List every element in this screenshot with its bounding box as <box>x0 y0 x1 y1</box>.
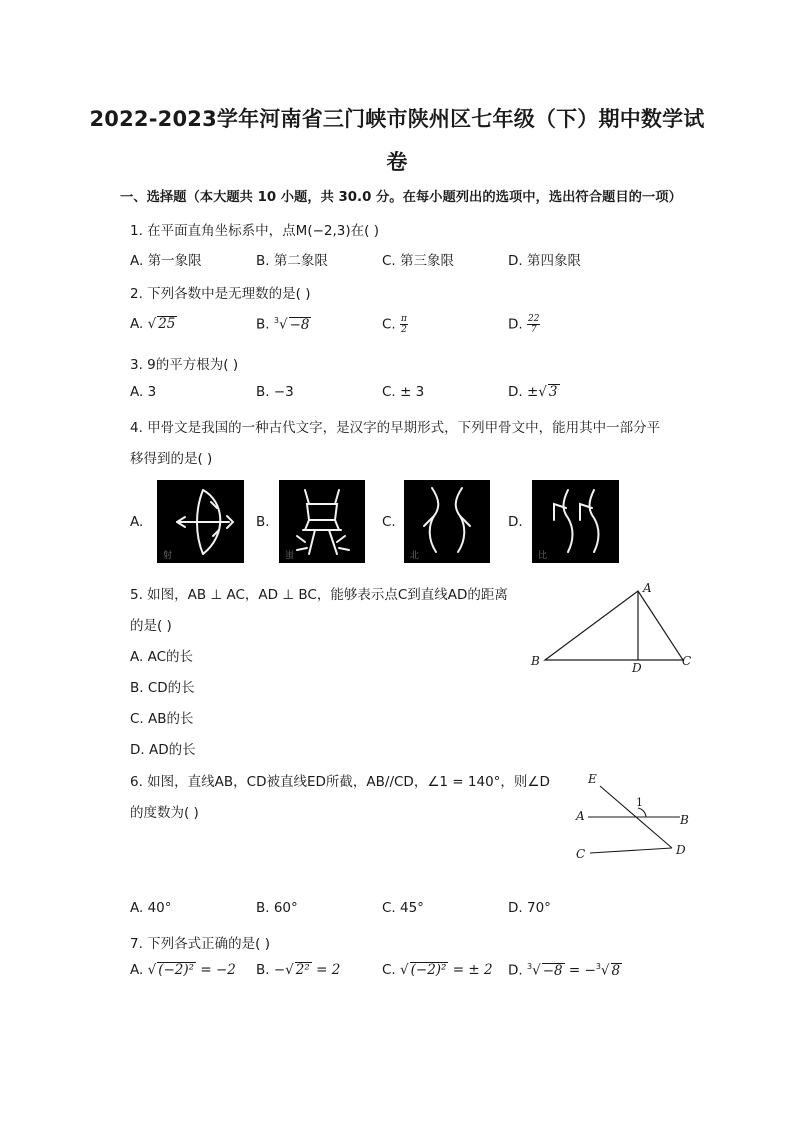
sqrt-symbol: √ <box>600 962 610 979</box>
q6-option-b: B. 60° <box>256 900 298 916</box>
label-a: A <box>576 809 585 823</box>
equation-mid: = − <box>568 962 596 979</box>
question-5-stem-line2: 的是( ) <box>130 618 172 634</box>
minus-sign: − <box>273 962 286 978</box>
q5-option-d: D. AD的长 <box>130 742 196 758</box>
option-letter: B. <box>256 316 270 333</box>
q1-option-a: A. 第一象限 <box>130 253 202 269</box>
q3-option-a: A. 3 <box>130 384 157 400</box>
q1-option-c: C. 第三象限 <box>382 253 455 269</box>
label-a: A <box>643 581 652 595</box>
label-e: E <box>588 772 597 786</box>
q1-option-d: D. 第四象限 <box>508 253 581 269</box>
q4-option-c-label: C. <box>382 514 396 530</box>
radicand: 3 <box>548 384 558 400</box>
question-5-stem-line1: 5. 如图，AB ⊥ AC，AD ⊥ BC，能够表示点C到直线AD的距离 <box>130 587 508 603</box>
label-c: C <box>576 847 586 861</box>
q4-option-b-label: B. <box>256 514 270 530</box>
numerator: 22 <box>527 314 540 324</box>
fraction <box>400 314 408 335</box>
angle-1-arc <box>638 808 646 817</box>
option-letter: A. <box>130 316 144 332</box>
denominator: 2 <box>401 325 407 335</box>
image-caption: 蚩 <box>285 551 295 561</box>
question-2-stem: 2. 下列各数中是无理数的是( ) <box>130 286 311 302</box>
q7-option-b <box>256 962 340 978</box>
root-index: 3 <box>526 962 533 971</box>
option-letter: D. ± <box>508 384 539 400</box>
q5-option-c: C. AB的长 <box>130 711 194 727</box>
q6-option-d: D. 70° <box>508 900 551 916</box>
question-6-stem-line1: 6. 如图，直线AB，CD被直线ED所截，AB//CD，∠1 = 140°，则∠D <box>130 774 550 790</box>
option-letter: D. <box>508 316 523 333</box>
root-index: 3 <box>595 962 601 971</box>
triangle-figure <box>525 578 705 678</box>
q7-option-c <box>382 962 493 978</box>
section-heading: 一、选择题（本大题共 10 小题，共 30.0 分。在每小题列出的选项中，选出符合题目的一项） <box>120 190 682 205</box>
option-letter: C. <box>382 316 396 333</box>
label-c: C <box>682 654 692 668</box>
radicand: 8 <box>611 962 621 979</box>
fraction <box>527 314 540 335</box>
triangle-abc <box>545 591 683 660</box>
label-angle-1: 1 <box>636 796 643 809</box>
image-caption: 北 <box>410 551 420 561</box>
radicand: 25 <box>158 316 176 332</box>
q2-option-c <box>382 314 408 335</box>
question-6-stem-line2: 的度数为( ) <box>130 805 199 821</box>
q2-option-d <box>508 314 540 335</box>
label-b: B <box>680 813 689 827</box>
numerator: π <box>401 314 407 324</box>
sqrt-symbol: √ <box>400 962 409 978</box>
sqrt-symbol: √ <box>532 962 541 979</box>
q5-option-a: A. AC的长 <box>130 649 194 665</box>
sqrt-symbol: √ <box>147 316 157 332</box>
option-letter: D. <box>508 962 523 979</box>
question-3-stem: 3. 9的平方根为( ) <box>130 357 239 373</box>
label-d: D <box>632 661 642 675</box>
oracle-bone-image-c <box>404 480 490 563</box>
line-cd <box>590 848 672 853</box>
q4-option-a-label: A. <box>130 514 144 530</box>
q1-option-b: B. 第二象限 <box>256 253 328 269</box>
radicand: −8 <box>289 316 310 333</box>
q7-option-a <box>130 962 236 978</box>
radicand: (−2)² <box>410 962 447 978</box>
q5-option-b: B. CD的长 <box>130 680 195 696</box>
radicand: (−2)² <box>158 962 195 978</box>
oracle-bone-image-b <box>279 480 365 563</box>
question-7-stem: 7. 下列各式正确的是( ) <box>130 936 270 952</box>
equation-rhs: = 2 <box>316 962 341 978</box>
q2-option-b <box>256 316 311 333</box>
oracle-bone-image-a <box>157 480 244 563</box>
radicand: 2² <box>295 962 310 978</box>
sqrt-symbol: √ <box>147 962 157 978</box>
option-letter: A. <box>130 962 144 978</box>
question-1-stem: 1. 在平面直角坐标系中，点M(−2,3)在( ) <box>130 223 379 239</box>
option-letter: B. <box>256 962 270 978</box>
question-4-stem-line1: 4. 甲骨文是我国的一种古代文字，是汉字的早期形式，下列甲骨文中，能用其中一部分平 <box>130 420 661 436</box>
q6-option-c: C. 45° <box>382 900 424 916</box>
equation-rhs: = ± 2 <box>452 962 493 978</box>
page-title-line1: 2022-2023学年河南省三门峡市陕州区七年级（下）期中数学试 <box>89 107 705 131</box>
q7-option-d <box>508 962 622 979</box>
q4-option-d-label: D. <box>508 514 523 530</box>
q3-option-b: B. −3 <box>256 384 294 400</box>
oracle-bone-image-d <box>532 480 619 563</box>
q2-option-a <box>130 316 177 332</box>
image-caption: 比 <box>538 551 548 561</box>
q3-option-c: C. ± 3 <box>382 384 425 400</box>
image-caption: 射 <box>163 551 173 561</box>
parallel-lines-figure <box>568 768 698 866</box>
page-title-line2: 卷 <box>386 150 408 174</box>
sqrt-symbol: √ <box>278 316 288 333</box>
sqrt-symbol: √ <box>538 384 547 400</box>
denominator: 7 <box>530 325 537 335</box>
q3-option-d <box>508 384 560 400</box>
label-b: B <box>531 654 540 668</box>
radicand: −8 <box>542 962 563 979</box>
label-d: D <box>676 843 686 857</box>
sqrt-symbol: √ <box>285 962 294 978</box>
option-letter: C. <box>382 962 396 978</box>
root-index: 3 <box>273 316 279 325</box>
q6-option-a: A. 40° <box>130 900 172 916</box>
equation-rhs: = −2 <box>200 962 236 978</box>
question-4-stem-line2: 移得到的是( ) <box>130 451 213 467</box>
